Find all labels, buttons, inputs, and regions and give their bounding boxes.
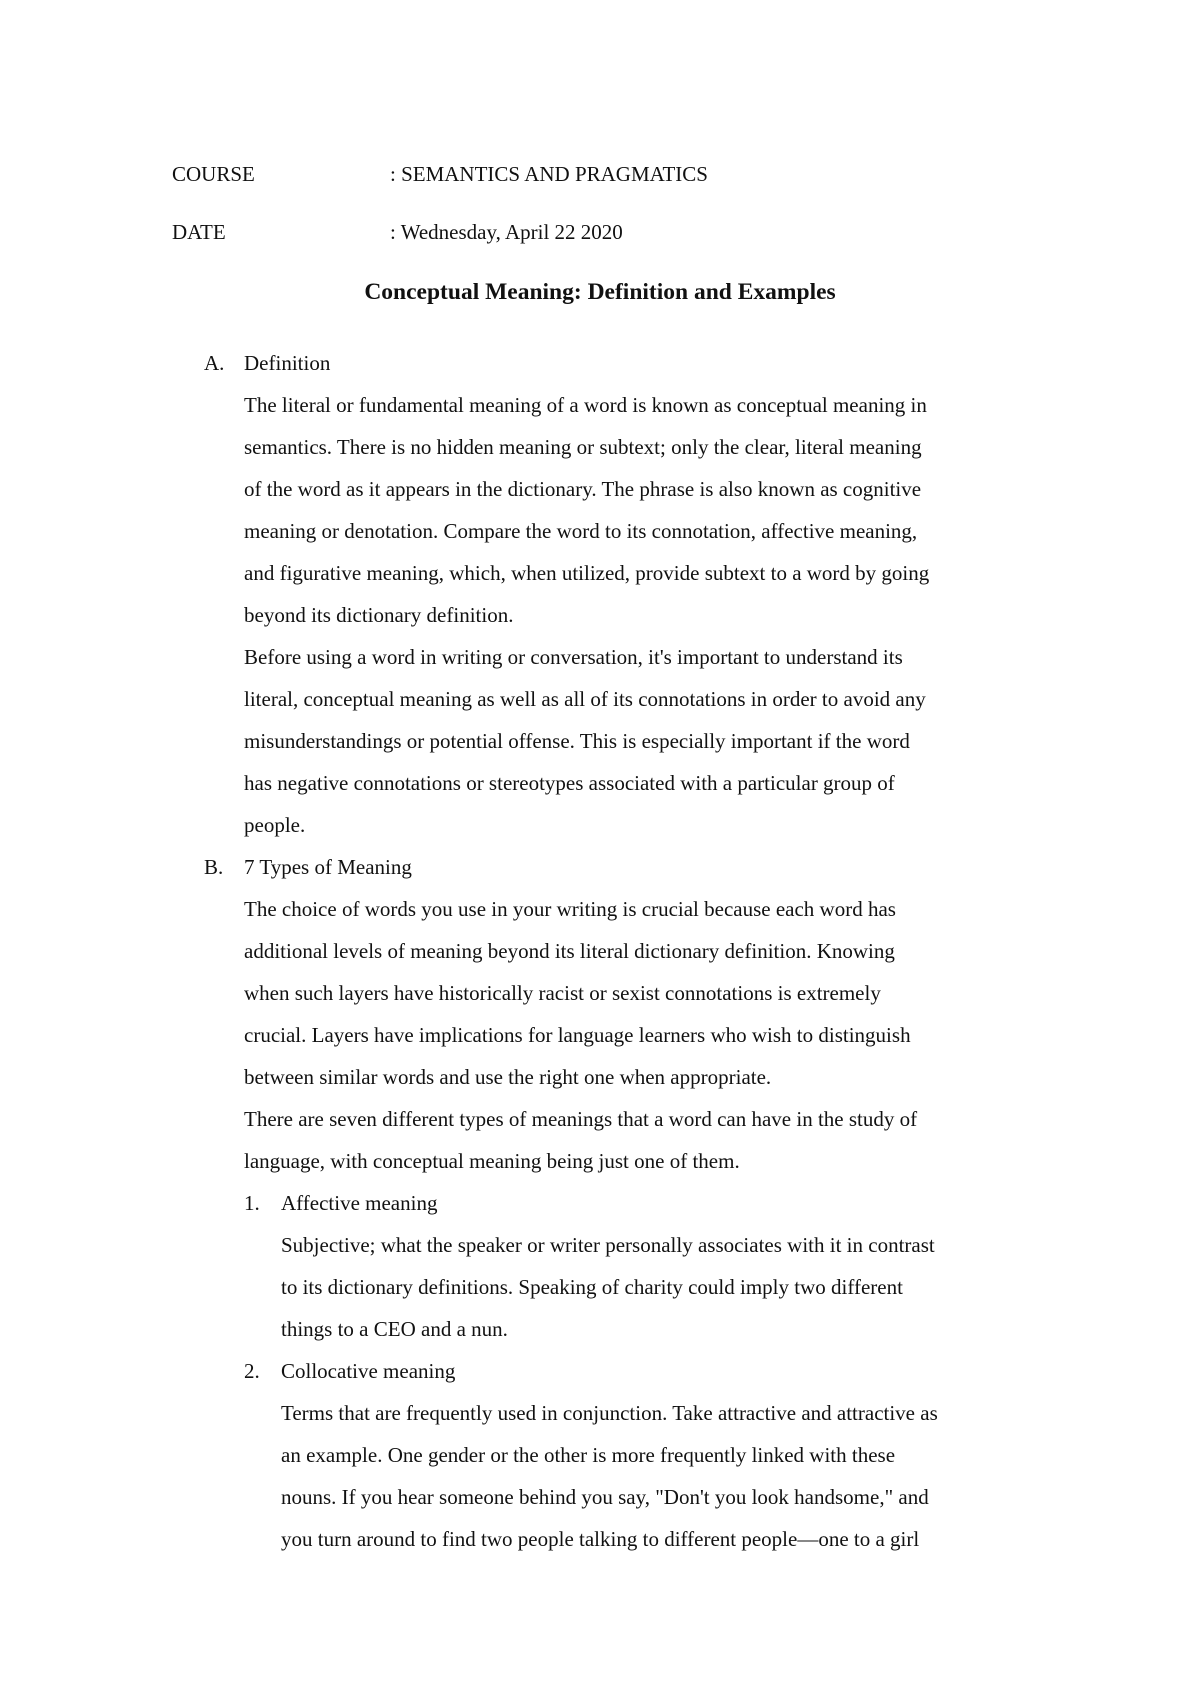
section-heading-text: 7 Types of Meaning: [244, 855, 412, 879]
text-line: Subjective; what the speaker or writer personally associates with it in contrast: [281, 1233, 935, 1257]
section-heading-types-of-meaning: [0, 846, 1200, 888]
paragraph: [0, 636, 1044, 846]
text-line: between similar words and use the right one when appropriate.: [244, 1065, 772, 1089]
text-line: things to a CEO and a nun.: [281, 1317, 508, 1341]
course-value: : SEMANTICS AND PRAGMATICS: [390, 162, 708, 186]
document-body: [0, 342, 1200, 1560]
section-marker: A.: [204, 351, 225, 375]
list-item-heading-text: Affective meaning: [281, 1191, 438, 1215]
date-row: [172, 218, 623, 246]
text-line: meaning or denotation. Compare the word to its connotation, affective meaning,: [244, 519, 918, 543]
date-label: DATE: [172, 220, 226, 244]
document-title: Conceptual Meaning: Definition and Examples: [364, 279, 836, 305]
list-item-number: 1.: [244, 1191, 260, 1215]
text-line: semantics. There is no hidden meaning or subtext; only the clear, literal meaning: [244, 435, 922, 459]
course-row: [172, 160, 708, 188]
text-line: misunderstandings or potential offense. This is especially important if the word: [244, 729, 910, 753]
list-item-number: 2.: [244, 1359, 260, 1383]
text-line: and figurative meaning, which, when utilized, provide subtext to a word by going: [244, 561, 930, 585]
text-line: literal, conceptual meaning as well as all of its connotations in order to avoid any: [244, 687, 926, 711]
text-line: you turn around to find two people talking to different people—one to a girl: [281, 1527, 920, 1551]
date-value: : Wednesday, April 22 2020: [390, 220, 623, 244]
paragraph: [0, 384, 1044, 636]
section-heading-text: Definition: [244, 351, 331, 375]
text-line: people.: [244, 813, 306, 837]
text-line: nouns. If you hear someone behind you say, "Don't you look handsome," and: [281, 1485, 929, 1509]
text-line: Before using a word in writing or conversation, it's important to understand its: [244, 645, 903, 669]
text-line: The choice of words you use in your writing is crucial because each word has: [244, 897, 896, 921]
paragraph: [0, 888, 1044, 1098]
text-line: The literal or fundamental meaning of a word is known as conceptual meaning in: [244, 393, 927, 417]
text-line: to its dictionary definitions. Speaking of charity could imply two different: [281, 1275, 903, 1299]
text-line: There are seven different types of meanings that a word can have in the study of: [244, 1107, 918, 1131]
list-item-heading-text: Collocative meaning: [281, 1359, 456, 1383]
text-line: additional levels of meaning beyond its literal dictionary definition. Knowing: [244, 939, 895, 963]
list-item-heading-affective: [0, 1182, 1200, 1224]
text-line: crucial. Layers have implications for language learners who wish to distinguish: [244, 1023, 911, 1047]
text-line: of the word as it appears in the dictionary. The phrase is also known as cognitive: [244, 477, 922, 501]
text-line: language, with conceptual meaning being just one of them.: [244, 1149, 740, 1173]
list-item-body: [0, 1224, 1061, 1350]
text-line: beyond its dictionary definition.: [244, 603, 514, 627]
section-heading-definition: [0, 342, 1200, 384]
paragraph: [0, 1098, 1044, 1182]
text-line: has negative connotations or stereotypes associated with a particular group of: [244, 771, 895, 795]
course-label: COURSE: [172, 162, 255, 186]
list-item-body: [0, 1392, 1061, 1560]
section-marker: B.: [204, 855, 224, 879]
list-item-heading-collocative: [0, 1350, 1200, 1392]
text-line: when such layers have historically racist or sexist connotations is extremely: [244, 981, 881, 1005]
text-line: an example. One gender or the other is more frequently linked with these: [281, 1443, 896, 1467]
text-line: Terms that are frequently used in conjunction. Take attractive and attractive as: [281, 1401, 938, 1425]
